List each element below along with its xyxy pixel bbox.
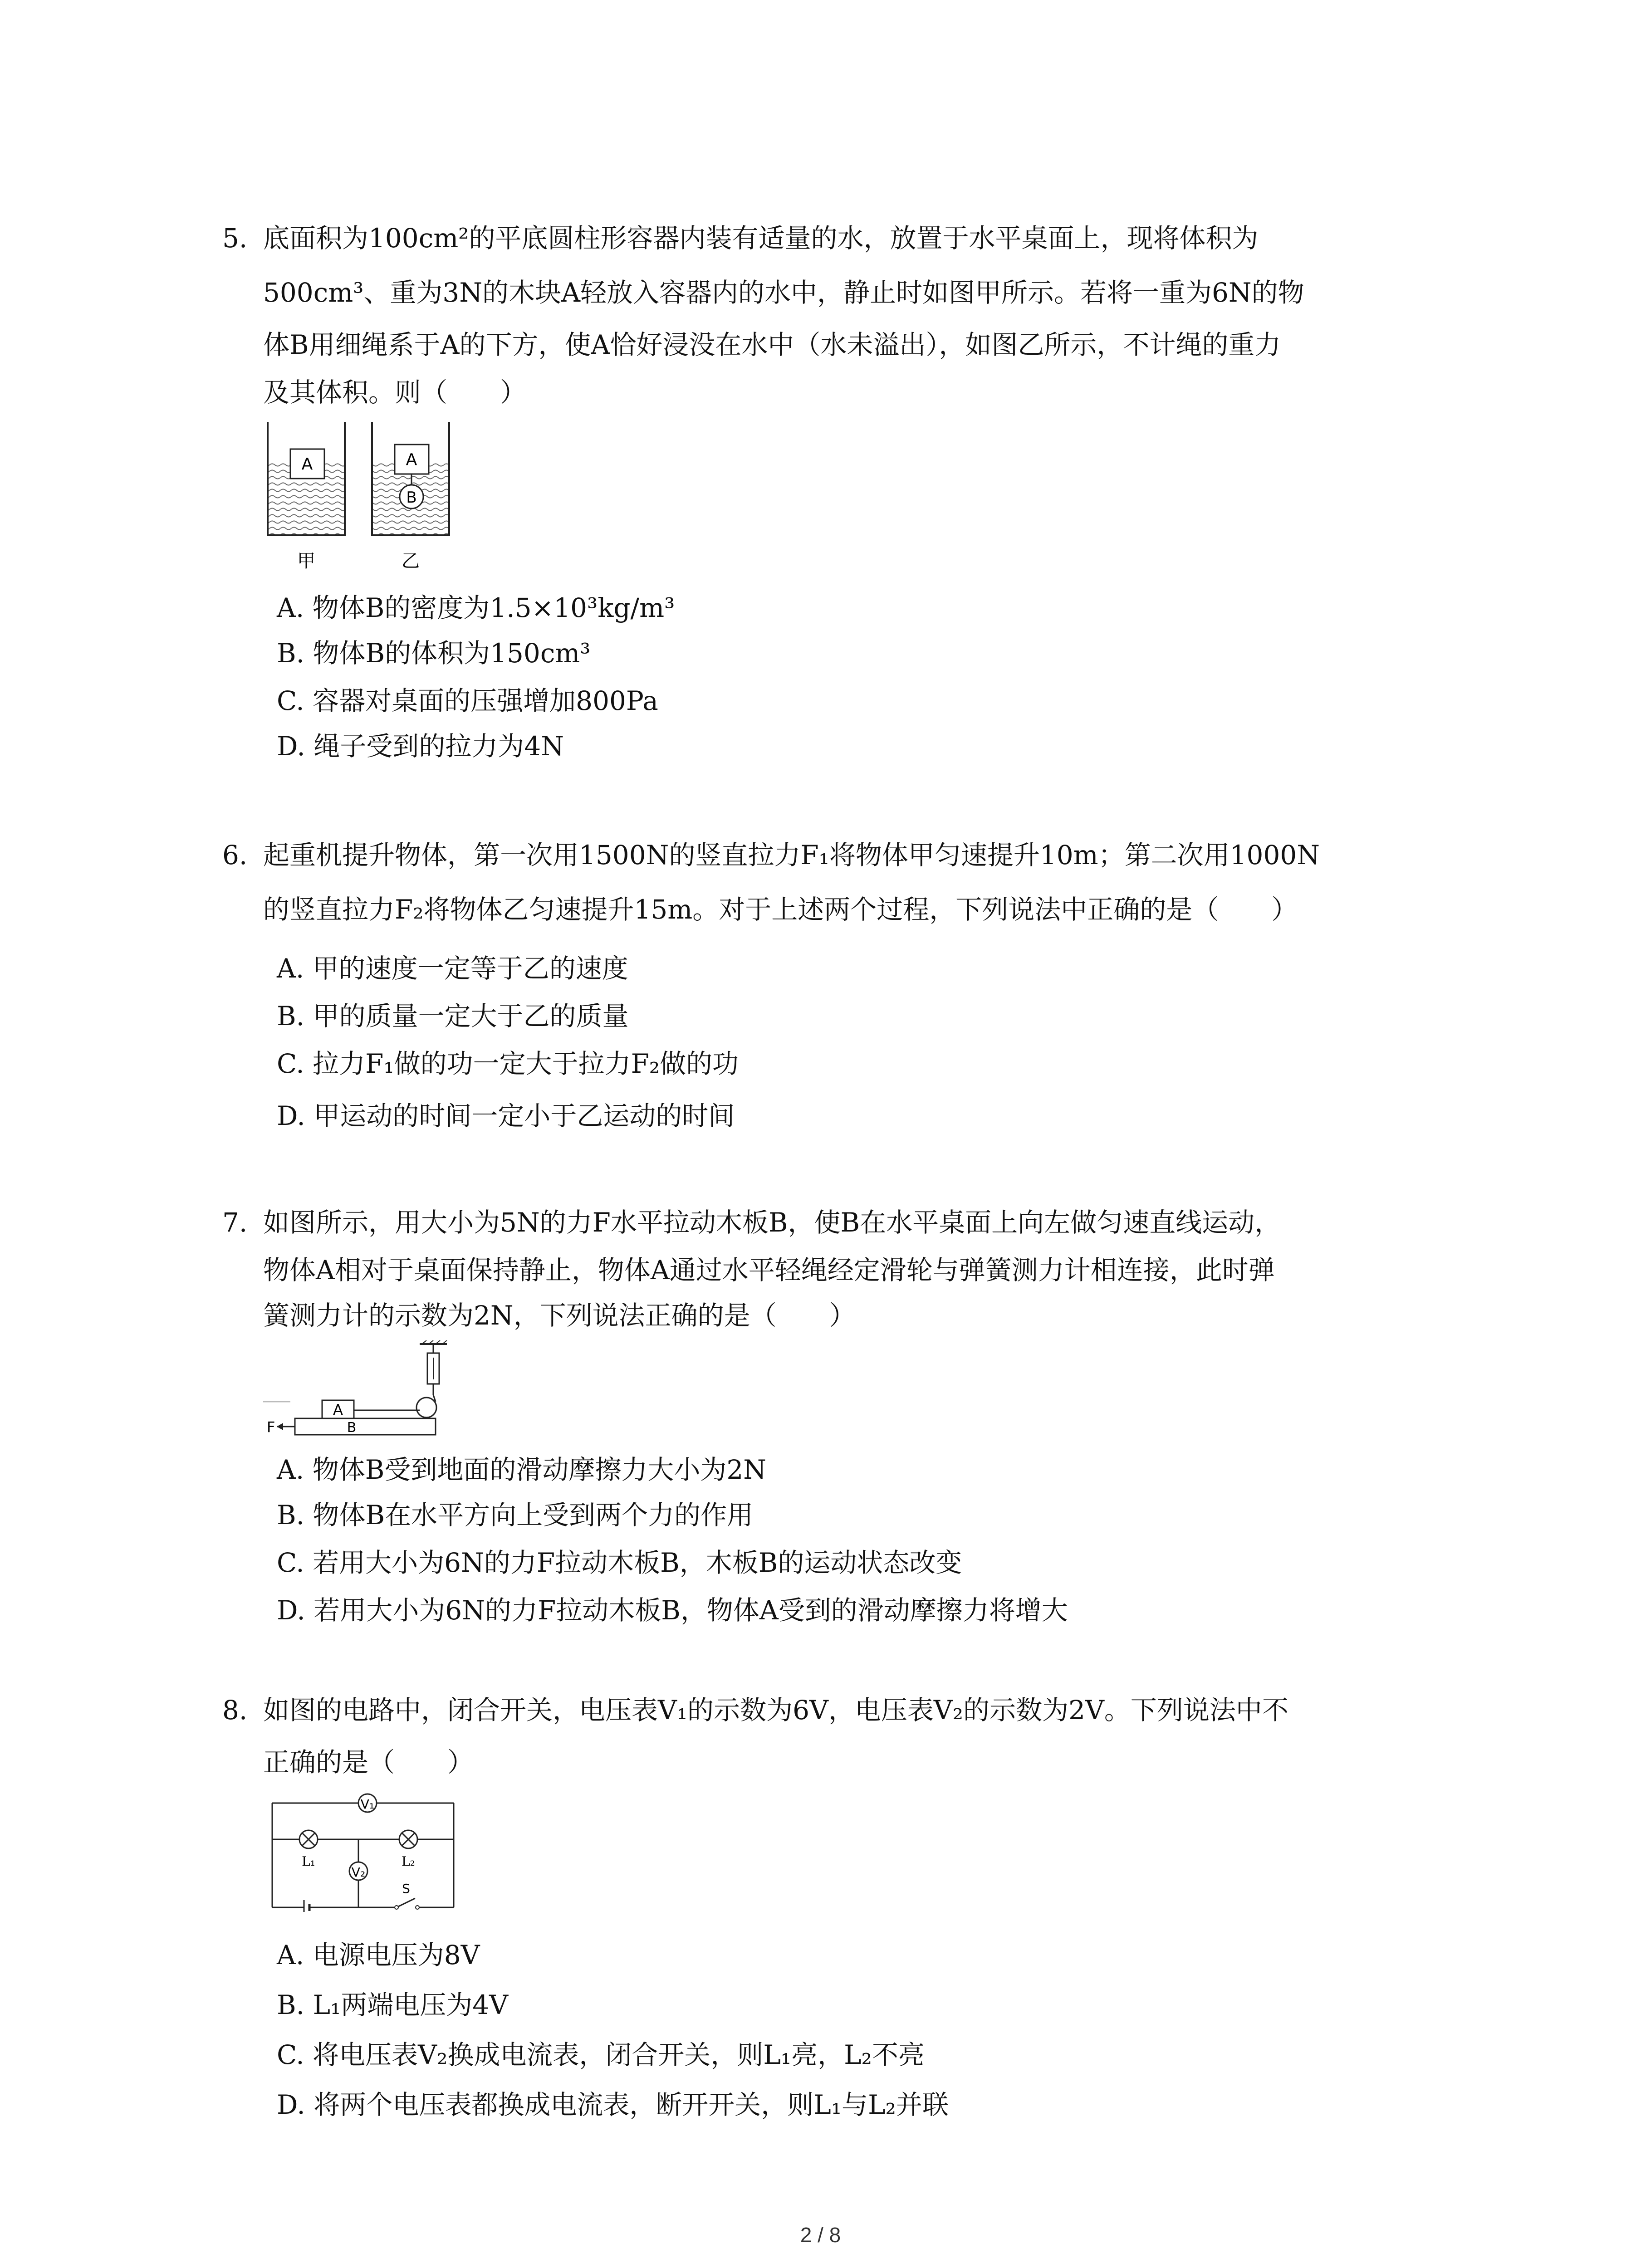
lamp-l1: [299, 1830, 318, 1848]
block-b-label: B: [406, 489, 417, 507]
question-8-circuit: [268, 1789, 458, 1912]
voltmeter-v2-label: V₂: [351, 1865, 366, 1880]
question-8-option-b: B. L₁两端电压为4V: [277, 1989, 509, 2020]
question-8-text-line-1: 如图的电路中，闭合开关，电压表V₁的示数为6V，电压表V₂的示数为2V。下列说法中不: [263, 1695, 1288, 1725]
question-5-option-b: B. 物体B的体积为150cm³: [277, 638, 591, 669]
question-8-option-c: C. 将电压表V₂换成电流表，闭合开关，则L₁亮，L₂不亮: [277, 2039, 925, 2070]
question-5-figure: [259, 417, 467, 581]
question-7-option-a: A. 物体B受到地面的滑动摩擦力大小为2N: [277, 1454, 767, 1485]
question-7-text-line-2: 物体A相对于桌面保持静止，物体A通过水平轻绳经定滑轮与弹簧测力计相连接，此时弹: [263, 1255, 1275, 1286]
container-jia: [268, 422, 345, 535]
lamp-l2: [399, 1830, 417, 1848]
switch: [398, 1898, 415, 1906]
question-7-number: 7.: [222, 1207, 248, 1238]
question-5-option-d: D. 绳子受到的拉力为4N: [277, 731, 564, 762]
pulley: [416, 1398, 436, 1418]
question-6-option-d: D. 甲运动的时间一定小于乙运动的时间: [277, 1100, 735, 1131]
question-5-number: 5.: [222, 223, 248, 254]
question-6-option-a: A. 甲的速度一定等于乙的速度: [277, 953, 628, 984]
question-7-text-line-1: 如图所示，用大小为5N的力F水平拉动木板B，使B在水平桌面上向左做匀速直线运动，: [263, 1207, 1281, 1238]
lamp-l2-label: L₂: [402, 1854, 415, 1869]
force-label: F: [267, 1418, 275, 1436]
block-a-label-yi: A: [406, 450, 417, 469]
question-8-option-d: D. 将两个电压表都换成电流表，断开开关，则L₁与L₂并联: [277, 2089, 949, 2120]
question-6-option-c: C. 拉力F₁做的功一定大于拉力F₂做的功: [277, 1048, 739, 1079]
figure-label-jia: 甲: [297, 551, 315, 572]
question-8-number: 8.: [222, 1695, 248, 1725]
question-6-text-line-2: 的竖直拉力F₂将物体乙匀速提升15m。对于上述两个过程，下列说法中正确的是（ ）: [263, 894, 1298, 925]
question-7-option-b: B. 物体B在水平方向上受到两个力的作用: [277, 1500, 754, 1530]
question-5-option-a: A. 物体B的密度为1.5×10³kg/m³: [277, 592, 675, 623]
container-yi: [372, 422, 449, 535]
question-8-option-a: A. 电源电压为8V: [277, 1940, 480, 1970]
block-a-label: A: [333, 1401, 343, 1418]
page-number: 2 / 8: [800, 2223, 841, 2247]
question-7-text-line-3: 簧测力计的示数为2N，下列说法正确的是（ ）: [263, 1300, 856, 1331]
voltmeter-v1-label: V₁: [360, 1797, 375, 1812]
question-7-figure: [263, 1340, 463, 1449]
question-7-option-c: C. 若用大小为6N的力F拉动木板B，木板B的运动状态改变: [277, 1547, 962, 1578]
figure-label-yi: 乙: [402, 551, 420, 572]
board-b-label: B: [347, 1420, 357, 1436]
question-5-option-c: C. 容器对桌面的压强增加800Pa: [277, 685, 658, 716]
question-5-text-line-3: 体B用细绳系于A的下方，使A恰好浸没在水中（水未溢出），如图乙所示，不计绳的重力: [263, 329, 1281, 360]
question-5-text-line-1: 底面积为100cm²的平底圆柱形容器内装有适量的水，放置于水平桌面上，现将体积为: [263, 223, 1259, 254]
lamp-l1-label: L₁: [302, 1854, 315, 1869]
question-7-option-d: D. 若用大小为6N的力F拉动木板B，物体A受到的滑动摩擦力将增大: [277, 1595, 1068, 1626]
question-8-text-line-2: 正确的是（ ）: [263, 1747, 474, 1778]
question-5-text-line-4: 及其体积。则（ ）: [263, 377, 527, 408]
block-a-label-jia: A: [301, 455, 313, 474]
question-6-number: 6.: [222, 840, 248, 870]
question-6-option-b: B. 甲的质量一定大于乙的质量: [277, 1001, 629, 1031]
question-6-text-line-1: 起重机提升物体，第一次用1500N的竖直拉力F₁将物体甲匀速提升10m；第二次用1000N: [263, 840, 1320, 870]
question-5-text-line-2: 500cm³、重为3N的木块A轻放入容器内的水中，静止时如图甲所示。若将一重为6N的物: [263, 277, 1304, 308]
switch-label: S: [402, 1881, 410, 1896]
